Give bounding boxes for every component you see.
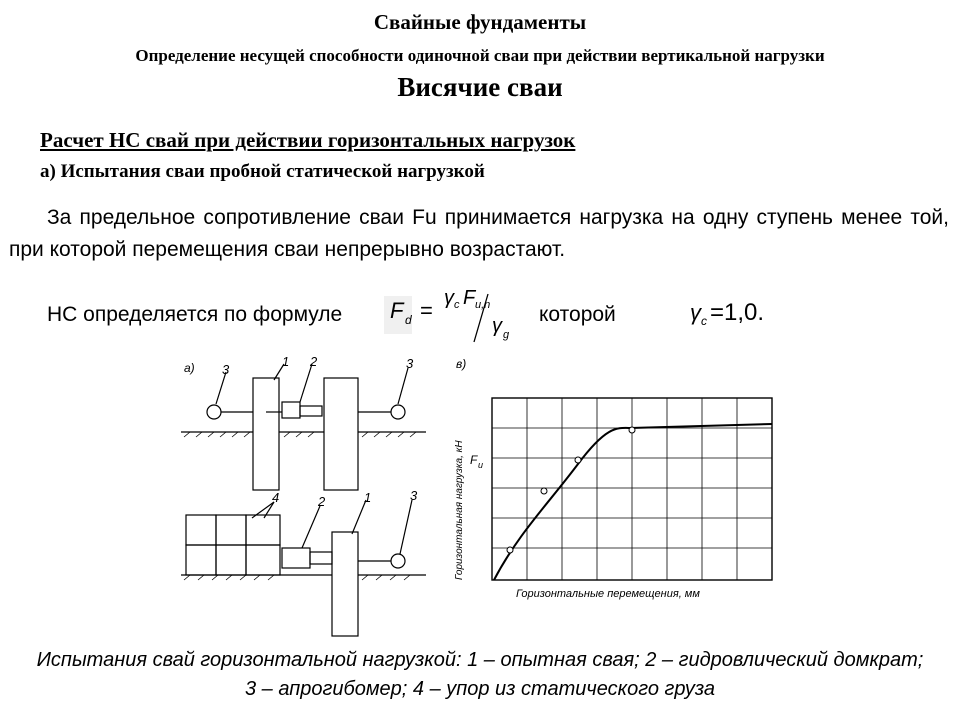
figure-pile-schematic [176, 350, 436, 640]
formula-den-gamma: γ [492, 315, 502, 337]
formula-after: которой [539, 303, 616, 326]
formula-image [374, 280, 544, 348]
subsection-title: а) Испытания сваи пробной статической нагрузкой [40, 161, 485, 182]
label-3-right: 3 [406, 356, 414, 371]
gamma-c-value [686, 290, 806, 330]
body-paragraph: За предельное сопротивление сваи Fu принимается нагрузка на одну ступень менее той, при которой перемещения сваи непрерывно возрастают. [9, 206, 949, 261]
section-title: Расчет НС свай при действии горизонтальных нагрузок [40, 128, 576, 152]
label-1-top: 1 [282, 354, 290, 369]
svg-text:=: = [420, 298, 433, 323]
slide-title: Свайные фундаменты [373, 10, 587, 34]
formula-den-sub: g [503, 329, 510, 341]
panel-b-label: в) [456, 357, 467, 371]
load-curve [494, 424, 772, 580]
formula-num-F-sub: u,n [475, 299, 491, 311]
formula-lhs: F [390, 298, 404, 323]
figure-caption: Испытания свай горизонтальной нагрузкой: 1 – опытная свая; 2 – гидровлический домкрат; 3 – апрогибомер; 4 – упор из статического груза [36, 649, 924, 700]
panel-a-label: а) [184, 361, 195, 375]
curve-point [541, 488, 547, 494]
curve-point [629, 427, 635, 433]
label-2-top: 2 [310, 354, 318, 369]
label-3-left: 3 [222, 362, 230, 377]
slide-heading: Висячие сваи [397, 72, 563, 102]
formula-num-sub: c [454, 299, 460, 311]
formula-num-gamma: γ [444, 287, 454, 309]
slide-subtitle: Определение несущей способности одиночной сваи при действии вертикальной нагрузки [135, 46, 825, 65]
curve-point [575, 457, 581, 463]
formula-lhs-sub: d [405, 313, 412, 327]
label-1-bottom: 1 [364, 490, 372, 505]
label-4: 4 [272, 490, 280, 505]
formula-intro: НС определяется по формуле [47, 303, 343, 326]
svg-text:=1,0.: =1,0. [710, 299, 765, 326]
fu-label: F [470, 453, 478, 467]
chart-x-label: Горизонтальные перемещения, мм [516, 588, 700, 600]
label-2-bottom: 2 [318, 494, 326, 509]
chart-y-label: Горизонтальная нагрузка, кН [454, 440, 465, 580]
fu-label-sub: u [478, 460, 484, 470]
figure-load-displacement-chart [448, 354, 788, 604]
label-3-bottom: 3 [410, 488, 418, 503]
curve-point [507, 547, 513, 553]
formula-num-F: F [463, 287, 476, 309]
svg-text:c: c [701, 314, 707, 328]
svg-text:γ: γ [690, 300, 701, 325]
